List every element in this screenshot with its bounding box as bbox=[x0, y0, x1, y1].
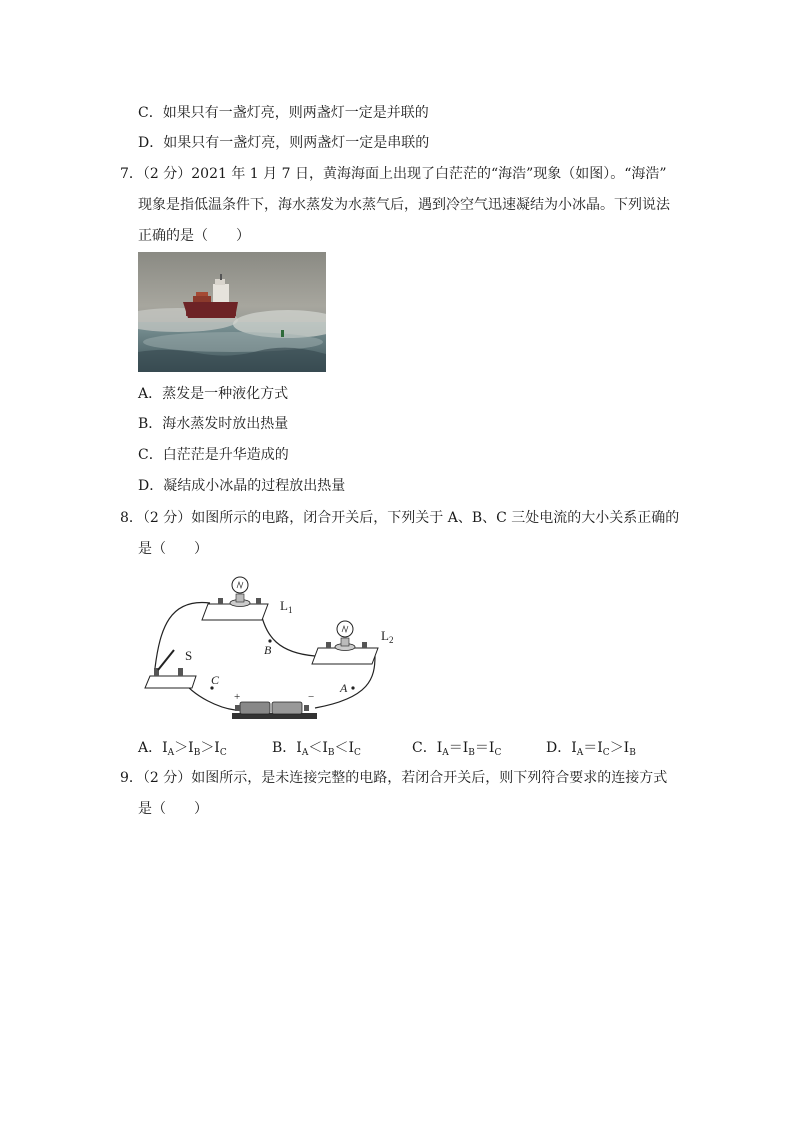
circuit-diagram bbox=[140, 568, 410, 728]
q8-stem-line1: 8．（2 分）如图所示的电路，闭合开关后，下列关于 A、B、C 三处电流的大小关系正确的 bbox=[120, 510, 680, 526]
label-b: B bbox=[264, 643, 272, 657]
q8-stem-line2: 是（ ） bbox=[138, 541, 208, 557]
label-l2: $L_2$ bbox=[381, 628, 394, 645]
q7-option-d: D．凝结成小冰晶的过程放出热量 bbox=[138, 478, 346, 494]
q6-option-d: D．如果只有一盏灯亮，则两盏灯一定是串联的 bbox=[138, 135, 430, 151]
battery bbox=[232, 702, 317, 719]
q6-option-c: C．如果只有一盏灯亮，则两盏灯一定是并联的 bbox=[138, 105, 429, 121]
lamp-l1 bbox=[202, 577, 268, 620]
q9-stem-line1: 9．（2 分）如图所示，是未连接完整的电路，若闭合开关后，则下列符合要求的连接方式 bbox=[120, 770, 668, 786]
label-c: C bbox=[211, 673, 220, 687]
q8-option-a: A．$I_A>I_B>I_C$ bbox=[138, 740, 227, 758]
q7-option-c: C．白茫茫是升华造成的 bbox=[138, 447, 289, 463]
q8-option-d: D．$I_A=I_C>I_B$ bbox=[546, 740, 636, 758]
label-plus: + bbox=[234, 691, 241, 703]
lamp-l2 bbox=[312, 621, 378, 664]
label-l1: $L_1$ bbox=[280, 598, 293, 615]
q7-stem-line2: 现象是指低温条件下，海水蒸发为水蒸气后，遇到冷空气迅速凝结为小冰晶。下列说法 bbox=[138, 197, 670, 213]
q7-stem-line3: 正确的是（ ） bbox=[138, 228, 250, 244]
label-a: A bbox=[340, 681, 348, 695]
q8-option-b: B．$I_A<I_B<I_C$ bbox=[272, 740, 361, 758]
q7-stem-line1: 7．（2 分）2021 年 1 月 7 日，黄海海面上出现了白茫茫的“海浩”现象（如图）。“海浩” bbox=[120, 166, 667, 182]
q7-option-a: A．蒸发是一种液化方式 bbox=[138, 386, 289, 402]
q8-option-c: C．$I_A=I_B=I_C$ bbox=[412, 740, 502, 758]
buoy-icon bbox=[281, 330, 284, 337]
q7-option-b: B．海水蒸发时放出热量 bbox=[138, 416, 289, 432]
label-minus: − bbox=[308, 691, 315, 703]
q8-options bbox=[138, 738, 698, 758]
label-s: S bbox=[185, 648, 193, 663]
q9-stem-line2: 是（ ） bbox=[138, 801, 208, 817]
sea-smoke-photo bbox=[138, 252, 326, 372]
